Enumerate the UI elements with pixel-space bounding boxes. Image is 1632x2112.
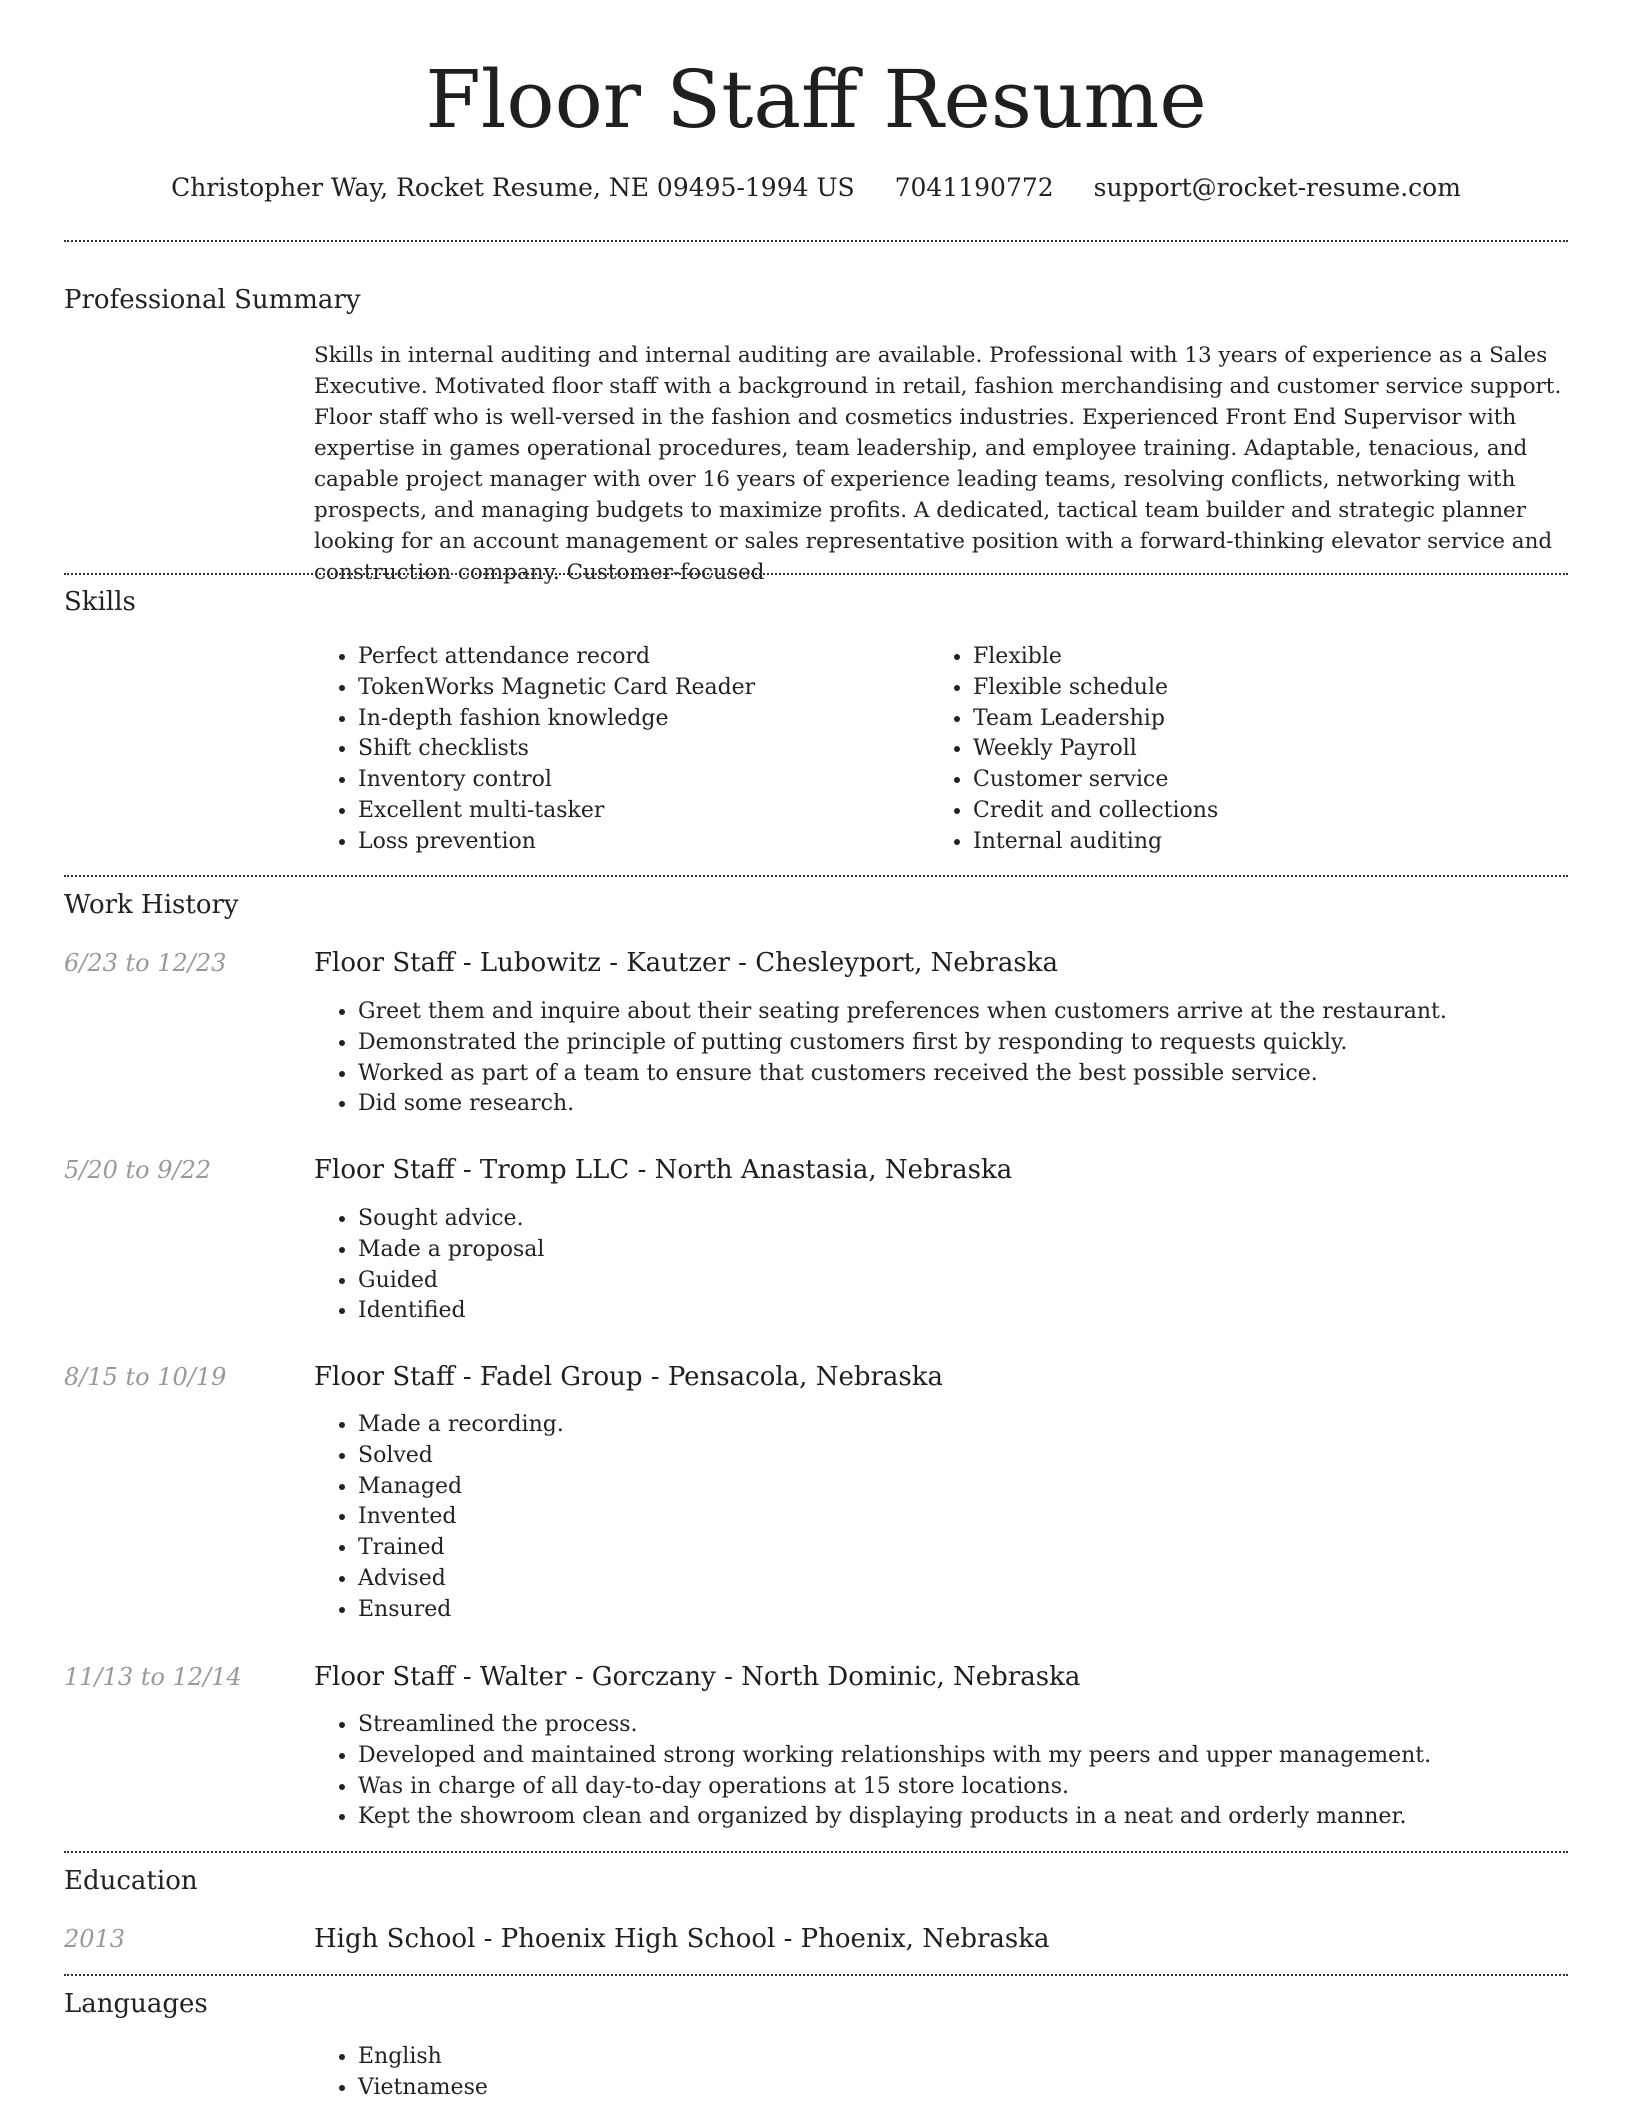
job-dates: 6/23 to 12/23: [64, 949, 227, 977]
skill-item: • Customer service: [973, 765, 1489, 796]
skill-item: • Internal auditing: [973, 827, 1489, 858]
job-bullet: • Was in charge of all day-to-day operations at 15 store locations.: [358, 1772, 1564, 1803]
skill-item: • Inventory control: [358, 765, 874, 796]
job-bullets: [314, 1204, 1564, 1327]
section-divider: [64, 875, 1568, 877]
summary-heading: Professional Summary: [64, 285, 361, 315]
education-year: 2013: [64, 1925, 126, 1953]
contact-phone: 7041190772: [894, 173, 1054, 202]
job-title: Floor Staff - Tromp LLC - North Anastasia, Nebraska: [314, 1155, 1013, 1185]
skill-item: • Flexible: [973, 642, 1489, 673]
job-bullet: • Worked as part of a team to ensure that customers received the best possible service.: [358, 1059, 1564, 1090]
skills-list-left: [314, 642, 874, 858]
summary-text: Skills in internal auditing and internal auditing are available. Professional with 13 years of experience as a Sales Executive. Motivated floor staff with a background in retail, fashion merchandising and customer service support. Floor staff who is well-versed in the fashion and cosmetics industries. Experienced Front End Supervisor with expertise in games operational procedures, team leadership, and employee training. Adaptable, tenacious, and capable project manager with over 16 years of experience leading teams, resolving conflicts, networking with prospects, and managing budgets to maximize profits. A dedicated, tactical team builder and strategic planner looking for an account management or sales representative position with a forward-thinking elevator service and construction company. Customer-focused: [314, 343, 1562, 585]
section-divider: [64, 240, 1568, 242]
language-item: • English: [358, 2042, 1564, 2073]
skill-item: • Weekly Payroll: [973, 734, 1489, 765]
job-bullet: • Greet them and inquire about their seating preferences when customers arrive at the restaurant.: [358, 997, 1564, 1028]
skill-item: • In-depth fashion knowledge: [358, 704, 874, 735]
skills-column-right: [929, 642, 1489, 858]
job-title: Floor Staff - Walter - Gorczany - North Dominic, Nebraska: [314, 1662, 1081, 1692]
job-bullet: • Solved: [358, 1441, 1564, 1472]
job-bullet: • Streamlined the process.: [358, 1710, 1564, 1741]
job-bullet: • Identified: [358, 1296, 1564, 1327]
job-title: Floor Staff - Fadel Group - Pensacola, Nebraska: [314, 1362, 944, 1392]
skill-item: • Credit and collections: [973, 796, 1489, 827]
job-bullet: • Did some research.: [358, 1089, 1564, 1120]
job-bullet: • Trained: [358, 1533, 1564, 1564]
work-history-heading: Work History: [64, 890, 239, 920]
contact-email: support@rocket-resume.com: [1093, 173, 1461, 202]
job-dates: 5/20 to 9/22: [64, 1156, 212, 1184]
job-bullet: • Guided: [358, 1266, 1564, 1297]
job-bullets: [314, 1710, 1564, 1833]
job-bullet: • Ensured: [358, 1595, 1564, 1626]
skills-list-right: [929, 642, 1489, 858]
education-title: High School - Phoenix High School - Phoenix, Nebraska: [314, 1924, 1050, 1954]
languages-heading: Languages: [64, 1989, 208, 2019]
skill-item: • Team Leadership: [973, 704, 1489, 735]
skill-item: • Flexible schedule: [973, 673, 1489, 704]
education-heading: Education: [64, 1866, 198, 1896]
job-bullet: • Managed: [358, 1472, 1564, 1503]
job-dates: 8/15 to 10/19: [64, 1363, 227, 1391]
job-bullet: • Advised: [358, 1564, 1564, 1595]
job-bullet: • Made a recording.: [358, 1410, 1564, 1441]
job-bullets: [314, 1410, 1564, 1626]
job-bullet: • Invented: [358, 1502, 1564, 1533]
job-bullet: • Demonstrated the principle of putting customers first by responding to requests quickly.: [358, 1028, 1564, 1059]
skills-column-left: [314, 642, 874, 858]
job-bullet: • Sought advice.: [358, 1204, 1564, 1235]
skill-item: • Loss prevention: [358, 827, 874, 858]
section-divider: [64, 573, 1568, 575]
language-item: • Vietnamese: [358, 2073, 1564, 2104]
contact-address: Christopher Way, Rocket Resume, NE 09495-1994 US: [171, 173, 855, 202]
skills-heading: Skills: [64, 587, 136, 617]
section-divider: [64, 1974, 1568, 1976]
languages-list: [314, 2042, 1564, 2104]
job-bullets: [314, 997, 1564, 1120]
skill-item: • TokenWorks Magnetic Card Reader: [358, 673, 874, 704]
job-dates: 11/13 to 12/14: [64, 1663, 242, 1691]
job-bullet: • Kept the showroom clean and organized by displaying products in a neat and orderly manner.: [358, 1802, 1564, 1833]
resume-title: Floor Staff Resume: [425, 53, 1207, 146]
section-divider: [64, 1851, 1568, 1853]
skill-item: • Shift checklists: [358, 734, 874, 765]
job-bullet: • Made a proposal: [358, 1235, 1564, 1266]
job-title: Floor Staff - Lubowitz - Kautzer - Chesleyport, Nebraska: [314, 948, 1058, 978]
contact-line: [0, 168, 1632, 208]
job-bullet: • Developed and maintained strong working relationships with my peers and upper management.: [358, 1741, 1564, 1772]
skill-item: • Excellent multi-tasker: [358, 796, 874, 827]
skill-item: • Perfect attendance record: [358, 642, 874, 673]
